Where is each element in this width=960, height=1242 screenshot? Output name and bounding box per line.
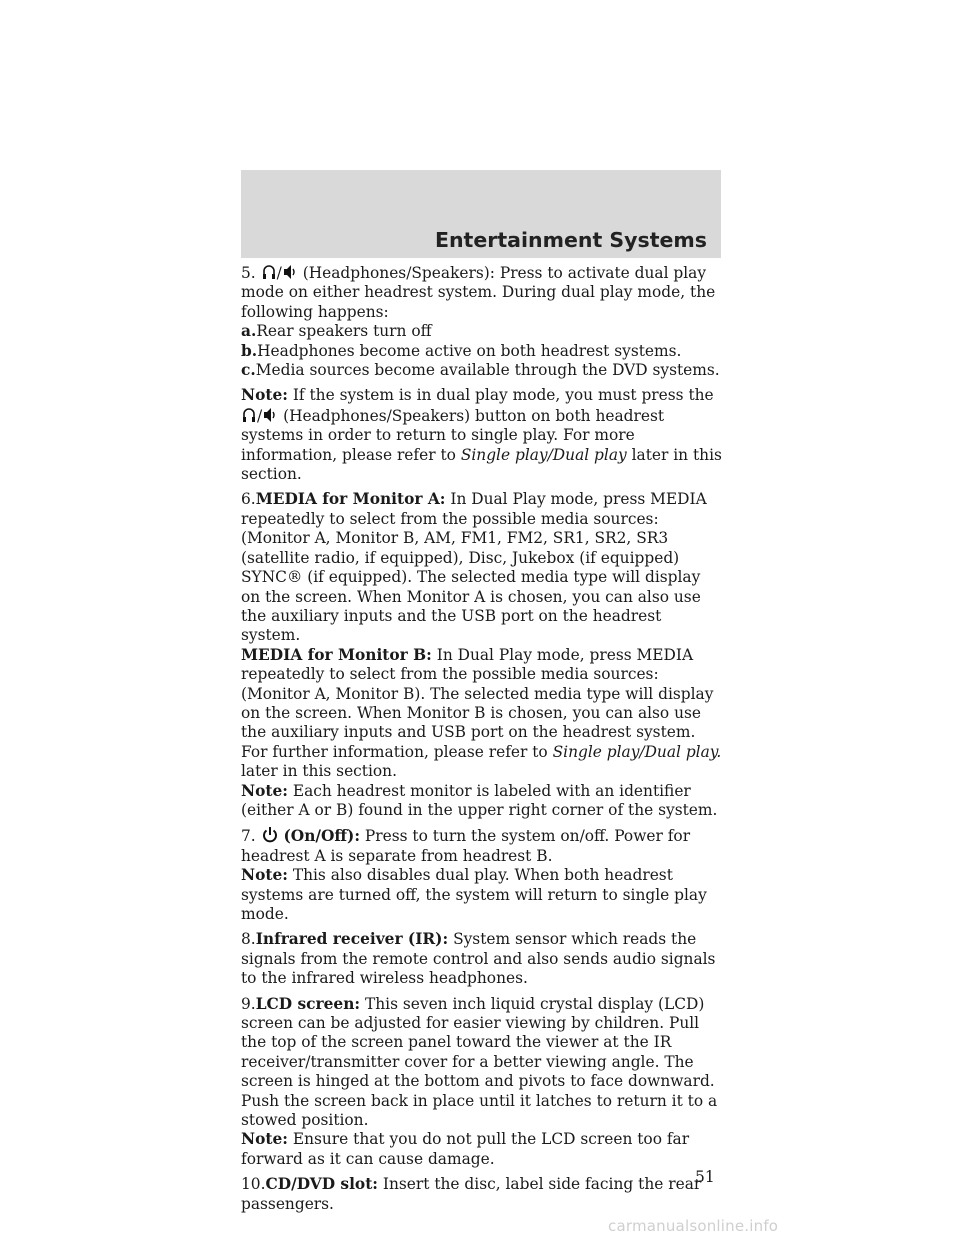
item-label: MEDIA for Monitor B: bbox=[241, 645, 432, 664]
list-label: a. bbox=[241, 322, 257, 341]
list-text: Headphones become active on both headrest systems. bbox=[257, 341, 682, 360]
item-text: later in this section. bbox=[241, 762, 397, 781]
item-text: Press to turn the system on/off. Power for headrest A is separate from headrest B. bbox=[241, 827, 691, 865]
item-number: 6. bbox=[241, 490, 256, 509]
item-number: 9. bbox=[241, 994, 256, 1013]
list-text: Rear speakers turn off bbox=[256, 322, 432, 341]
item-text: For further information, please refer to bbox=[241, 742, 548, 761]
section-title: Entertainment Systems bbox=[434, 228, 707, 252]
item-text: System sensor which reads the signals from the remote control and also sends audio signals to the infrared wireless headphones. bbox=[241, 930, 716, 988]
note-label: Note: bbox=[241, 866, 288, 885]
item-5 bbox=[241, 263, 723, 322]
speaker-icon bbox=[263, 406, 277, 424]
cross-reference: Single play/Dual play. bbox=[552, 742, 722, 761]
item-5-note bbox=[241, 386, 723, 484]
item-label: (On/Off): bbox=[283, 827, 361, 846]
item-number: 10. bbox=[241, 1175, 266, 1194]
note-label: Note: bbox=[241, 386, 288, 405]
item-number: 8. bbox=[241, 930, 256, 949]
item-6-note bbox=[241, 782, 723, 821]
item-6-further bbox=[241, 743, 723, 782]
icon-separator: / bbox=[276, 264, 282, 282]
item-6-monitor-b bbox=[241, 646, 723, 743]
item-10 bbox=[241, 1175, 723, 1214]
item-text: This seven inch liquid crystal display (LCD) screen can be adjusted for easier viewing by children. Pull the top of the screen panel toward the viewer at the IR receiver/transmitter cover for a better viewing angle. The screen is hinged at the bottom and pivots to face downward. Push the screen back in place until it latches to return it to a stowed position. bbox=[241, 994, 718, 1130]
power-icon bbox=[262, 826, 278, 844]
item-9 bbox=[241, 995, 723, 1131]
page-content bbox=[241, 263, 723, 1220]
speaker-icon bbox=[283, 263, 297, 281]
item-label: LCD screen: bbox=[255, 994, 361, 1013]
note-text: later in this section. bbox=[241, 445, 722, 484]
cross-reference: Single play/Dual play bbox=[460, 445, 627, 464]
note-text: (Headphones/Speakers) button on both headrest systems in order to return to single play. For more information, please refer to bbox=[241, 406, 665, 464]
item-5b bbox=[241, 342, 723, 361]
item-7-note bbox=[241, 866, 723, 924]
page-number: 51 bbox=[695, 1168, 715, 1186]
item-number: 7. bbox=[241, 827, 256, 846]
note-text: Each headrest monitor is labeled with an identifier (either A or B) found in the upper right corner of the system. bbox=[241, 781, 718, 819]
item-5a bbox=[241, 322, 723, 341]
item-text: In Dual Play mode, press MEDIA repeatedly to select from the possible media sources: (Monitor A, Monitor B). The selected media type will display on the screen. When Monitor B is chosen, you can also use the auxiliary inputs and USB port on the headrest system. bbox=[241, 645, 714, 742]
note-label: Note: bbox=[241, 781, 288, 800]
note-text: This also disables dual play. When both headrest systems are turned off, the system will return to single play mode. bbox=[241, 866, 707, 923]
headphones-icon bbox=[262, 263, 276, 281]
item-text: Insert the disc, label side facing the rear passengers. bbox=[241, 1175, 702, 1213]
item-label: CD/DVD slot: bbox=[265, 1175, 378, 1194]
section-header-band bbox=[241, 170, 721, 258]
list-label: b. bbox=[241, 341, 258, 360]
item-label: MEDIA for Monitor A: bbox=[255, 490, 446, 509]
note-text: If the system is in dual play mode, you must press the bbox=[292, 386, 714, 405]
item-9-note bbox=[241, 1130, 723, 1169]
note-label: Note: bbox=[241, 1130, 288, 1149]
item-label: Infrared receiver (IR): bbox=[255, 930, 449, 949]
note-text: Ensure that you do not pull the LCD screen too far forward as it can cause damage. bbox=[241, 1130, 690, 1168]
list-text: Media sources become available through the DVD systems. bbox=[255, 361, 720, 380]
list-label: c. bbox=[241, 361, 256, 380]
item-5c bbox=[241, 361, 723, 380]
item-8 bbox=[241, 930, 723, 988]
item-7 bbox=[241, 826, 723, 866]
item-6 bbox=[241, 490, 723, 645]
item-number: 5. bbox=[241, 264, 256, 282]
headphones-icon bbox=[242, 406, 256, 424]
item-5-text: (Headphones/Speakers): Press to activate dual play mode on either headrest system. During dual play mode, the following happens: bbox=[241, 264, 716, 321]
icon-separator: / bbox=[257, 406, 263, 425]
item-text: In Dual Play mode, press MEDIA repeatedly to select from the possible media sources: (Monitor A, Monitor B, AM, FM1, FM2, SR1, SR2, SR3 (satellite radio, if equipped), Disc, Jukebox (if equipped) SYNC® (if equipped). The selected media type will display on the screen. When Monitor A is chosen, you can also use the auxiliary inputs and the USB port on the headrest system. bbox=[241, 490, 707, 645]
footer-watermark: carmanualsonline.info bbox=[608, 1217, 779, 1235]
